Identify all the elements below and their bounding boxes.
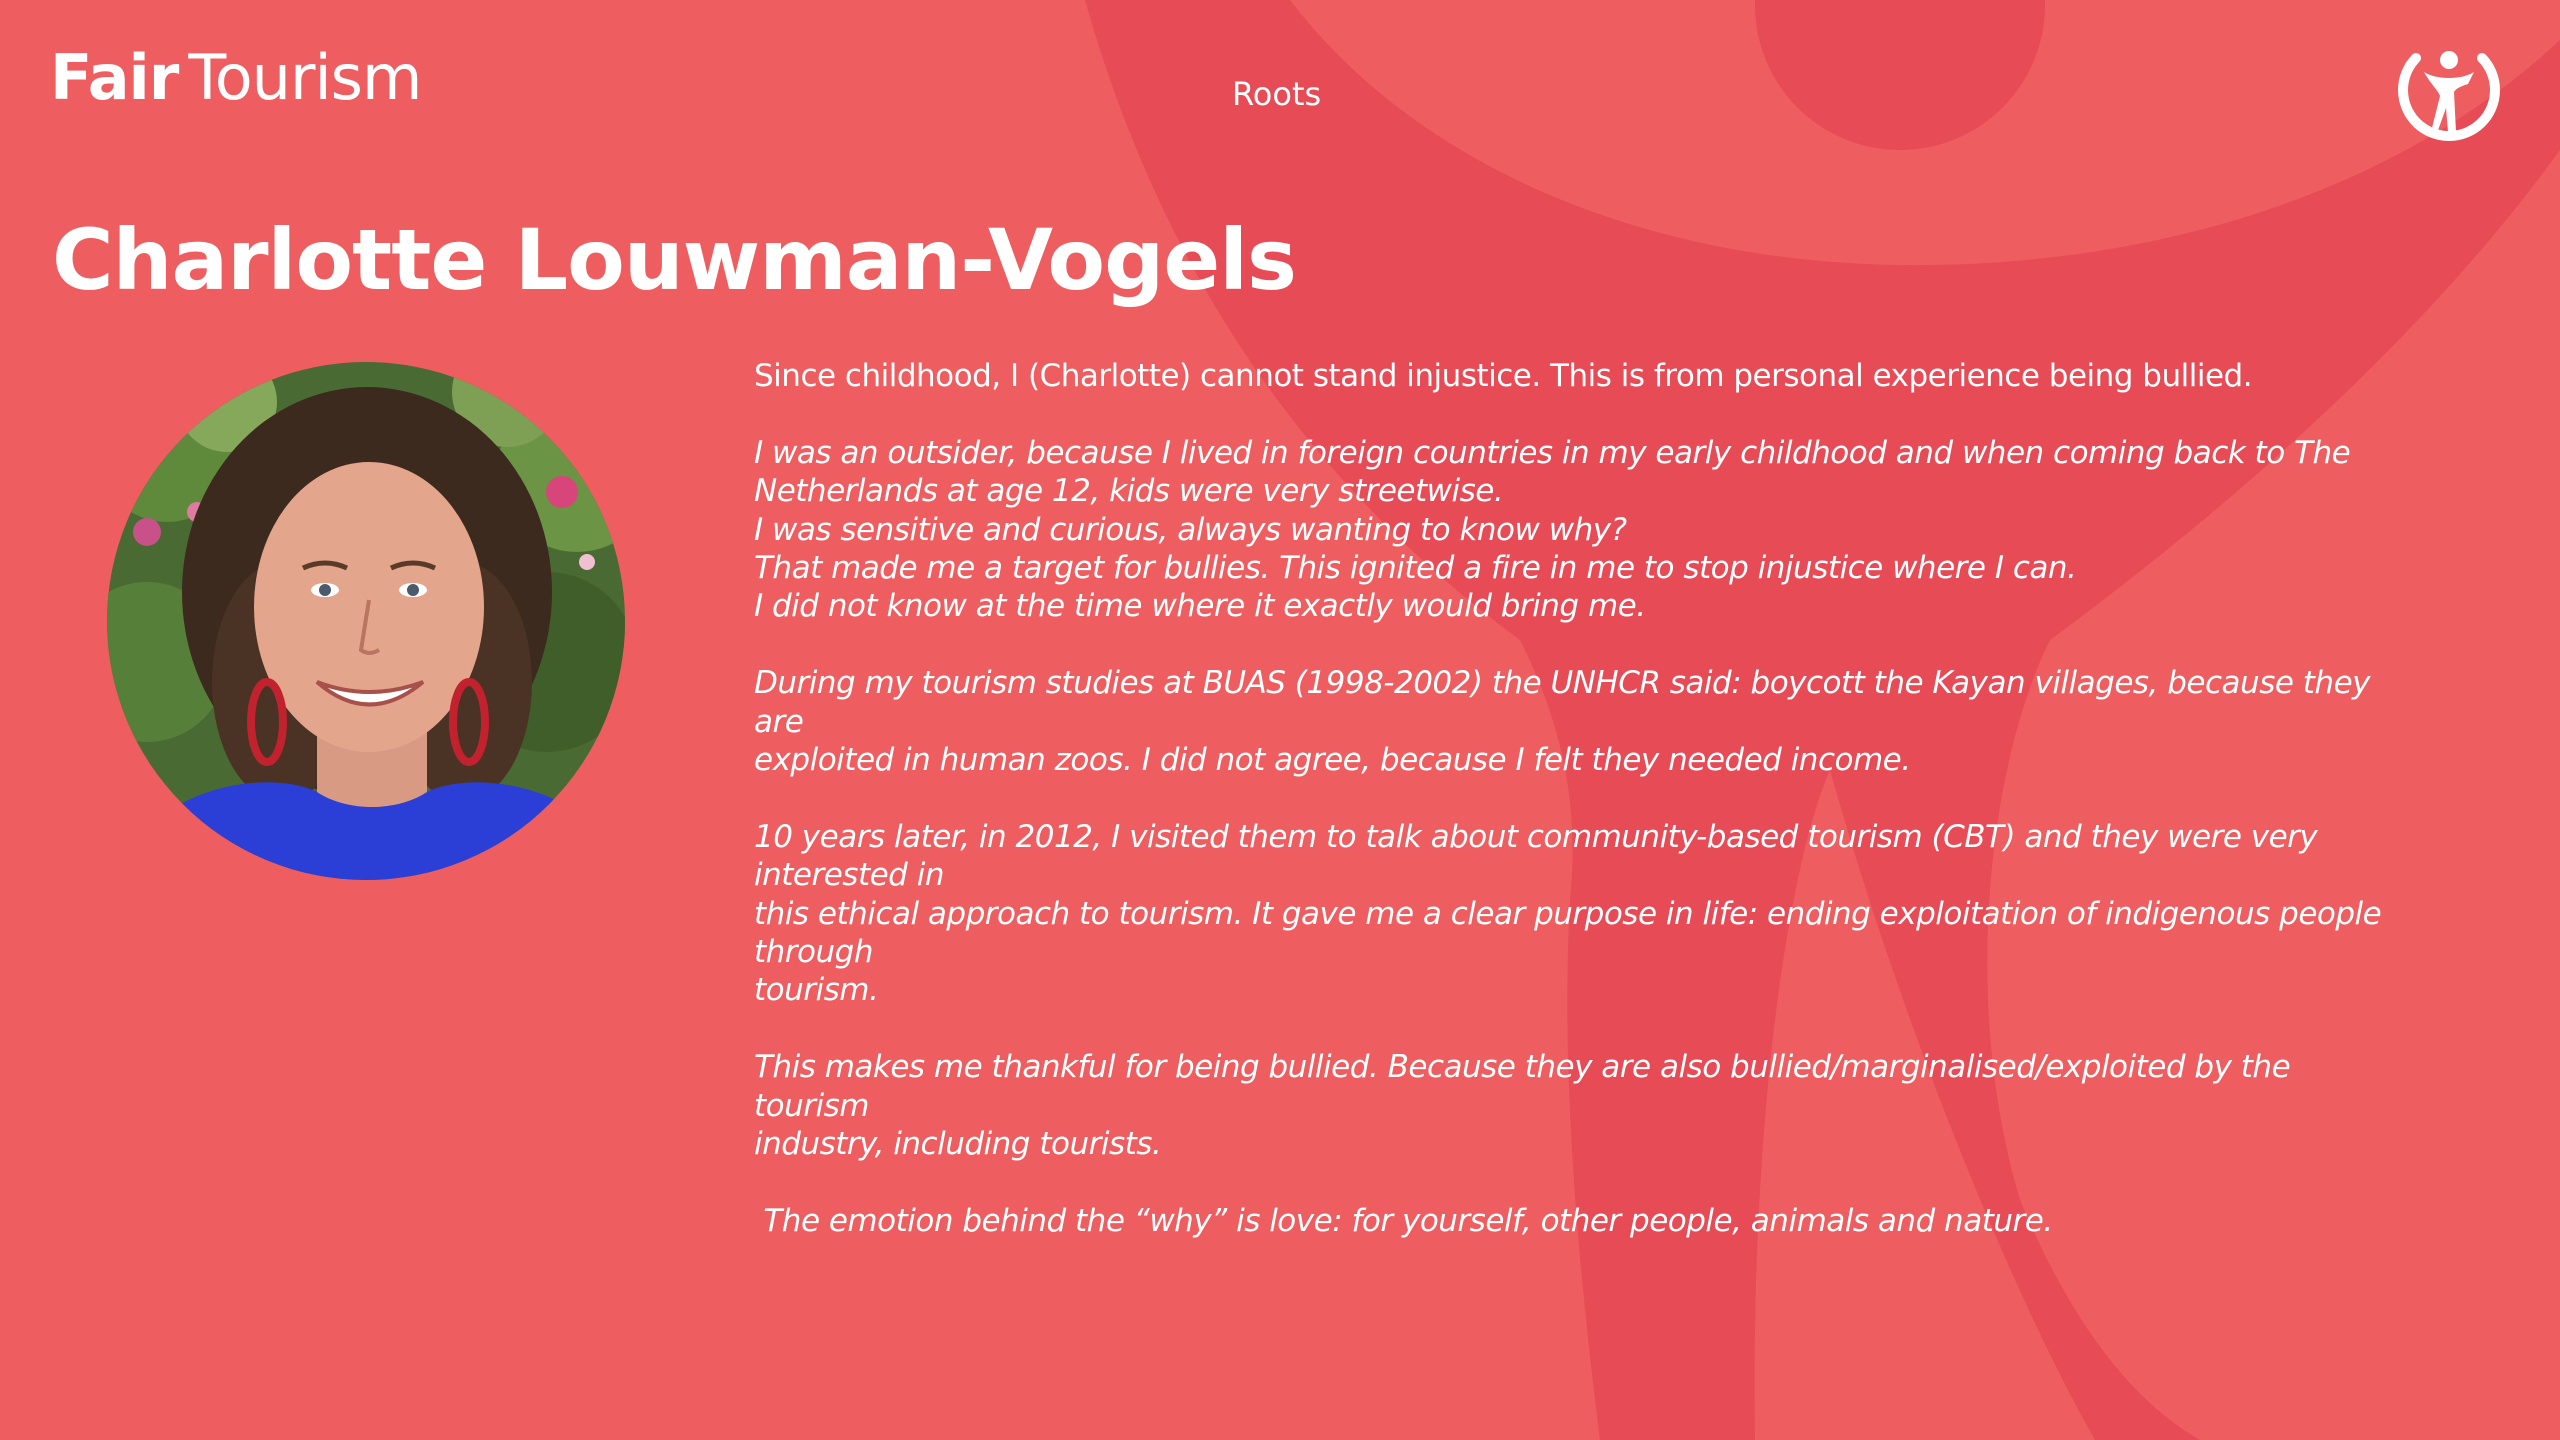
bio-paragraph — [754, 818, 2414, 1010]
bio-paragraph — [754, 664, 2414, 779]
bio-line: That made me a target for bullies. This ignited a fire in me to stop injustice where I can. — [754, 550, 2077, 587]
bio-text — [754, 357, 2414, 1279]
brand-wordmark-regular: Tourism — [188, 41, 422, 114]
brand-wordmark-bold: Fair — [50, 41, 179, 114]
bio-line: Netherlands at age 12, kids were very streetwise. — [754, 473, 1504, 510]
bio-line: tourism. — [754, 972, 879, 1009]
bio-line: During my tourism studies at BUAS (1998-2002) the UNHCR said: boycott the Kayan villages, because they are — [754, 665, 2370, 740]
bio-line: I was an outsider, because I lived in foreign countries in my early childhood and when coming back to The — [754, 434, 2351, 471]
bio-line: I was sensitive and curious, always wanting to know why? — [754, 511, 1627, 548]
bio-intro: Since childhood, I (Charlotte) cannot stand injustice. This is from personal experience being bullied. — [754, 358, 2253, 394]
bio-closing: The emotion behind the “why” is love: for yourself, other people, animals and nature. — [754, 1202, 2053, 1239]
bio-paragraph — [754, 434, 2414, 626]
nav-link-roots[interactable]: Roots — [1232, 75, 1322, 113]
bio-line: This makes me thankful for being bullied. Because they are also bullied/marginalised/exploited by the tourism — [754, 1049, 2291, 1124]
brand-logo[interactable] — [50, 38, 421, 118]
bio-line: exploited in human zoos. I did not agree, because I felt they needed income. — [754, 742, 1911, 779]
page-title: Charlotte Louwman-Vogels — [52, 211, 1296, 309]
bio-paragraph — [754, 1048, 2414, 1163]
portrait-photo — [107, 362, 625, 880]
bio-line: I did not know at the time where it exactly would bring me. — [754, 588, 1646, 625]
bio-line: this ethical approach to tourism. It gave me a clear purpose in life: ending exploitation of indigenous people through — [754, 895, 2382, 971]
fair-tourism-person-icon[interactable] — [2394, 42, 2504, 152]
bio-line: industry, including tourists. — [754, 1126, 1162, 1163]
bio-line: 10 years later, in 2012, I visited them to talk about community-based tourism (CBT) and they were very interested in — [754, 818, 2318, 894]
